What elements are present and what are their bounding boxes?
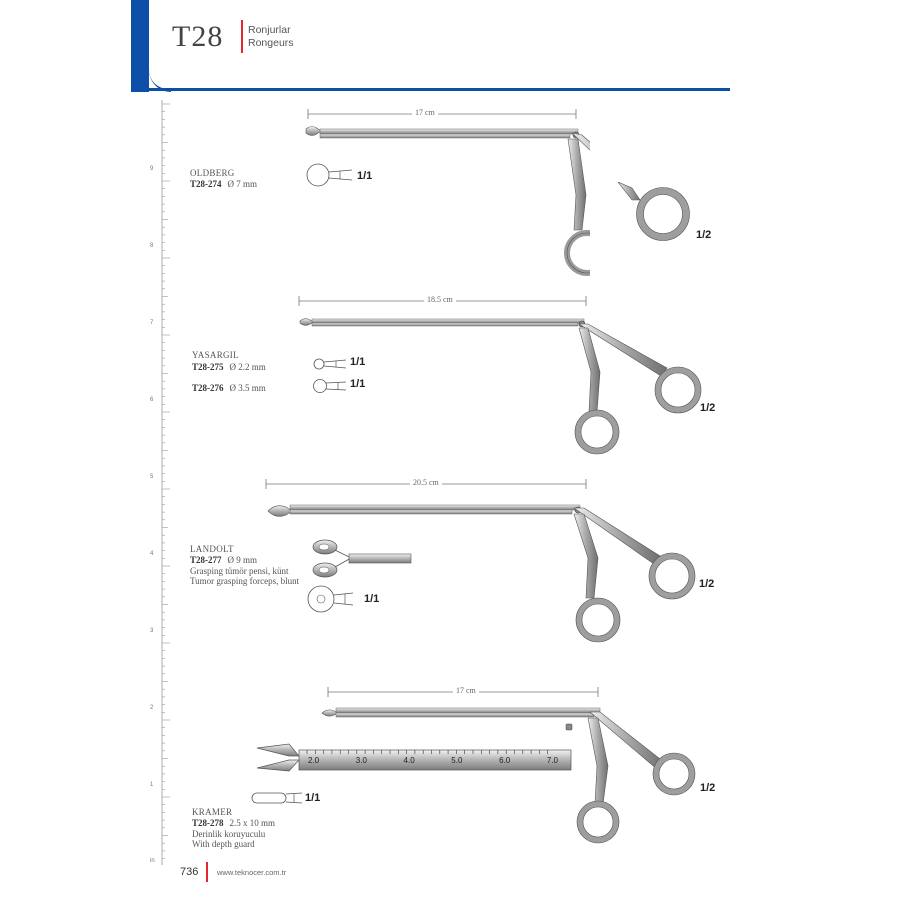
item-size: Ø 7 mm bbox=[227, 179, 258, 189]
description-tr-landolt: Grasping tümör pensi, künt bbox=[190, 566, 289, 576]
product-code-t28-274 bbox=[190, 179, 257, 189]
finger-ring-oldberg bbox=[618, 182, 698, 252]
tip-detail-t28-275 bbox=[310, 354, 355, 374]
tip-detail-kramer bbox=[250, 790, 306, 806]
item-code: T28-275 bbox=[192, 362, 224, 372]
item-code: T28-274 bbox=[190, 179, 222, 189]
description-en-landolt: Tumor grasping forceps, blunt bbox=[190, 576, 300, 586]
item-size: Ø 2.2 mm bbox=[229, 362, 266, 372]
instrument-illustration-oldberg bbox=[300, 105, 590, 285]
item-size: 2.5 x 10 mm bbox=[229, 818, 276, 828]
scale-yasargil: 1/2 bbox=[700, 402, 716, 414]
product-code-t28-277 bbox=[190, 555, 257, 565]
header-separator bbox=[241, 20, 243, 53]
description-tr-kramer: Derinlik koruyuculu bbox=[192, 829, 266, 839]
catalog-section-code: T28 bbox=[172, 20, 224, 53]
footer-separator bbox=[206, 862, 208, 882]
product-code-t28-276 bbox=[192, 383, 266, 393]
ruler-unit: in bbox=[150, 858, 155, 864]
tip-detail-oldberg bbox=[302, 160, 362, 190]
product-code-t28-275 bbox=[192, 362, 266, 372]
description-en-kramer: With depth guard bbox=[192, 839, 255, 849]
section-title-en: Rongeurs bbox=[248, 37, 294, 49]
guard-mark: 6.0 bbox=[499, 756, 511, 765]
jaw-detail-landolt bbox=[305, 536, 415, 580]
item-code: T28-276 bbox=[192, 383, 224, 393]
detail-scale-landolt: 1/1 bbox=[364, 593, 380, 605]
tip-detail-landolt bbox=[305, 583, 360, 615]
length-dimension-landolt: 20.5 cm bbox=[410, 478, 442, 487]
product-name-yasargil: YASARGIL bbox=[192, 350, 239, 360]
detail-scale-kramer: 1/1 bbox=[305, 792, 321, 804]
ruler-label-9: 9 bbox=[150, 166, 154, 172]
ruler-label-4: 4 bbox=[150, 551, 154, 557]
ruler-label-5: 5 bbox=[150, 474, 154, 480]
item-code: T28-277 bbox=[190, 555, 222, 565]
header-rule bbox=[149, 88, 730, 91]
guard-mark: 7.0 bbox=[546, 756, 558, 765]
ruler-label-3: 3 bbox=[150, 628, 154, 634]
product-name-landolt: LANDOLT bbox=[190, 544, 234, 554]
item-code: T28-278 bbox=[192, 818, 224, 828]
product-code-t28-278 bbox=[192, 818, 275, 828]
ruler-label-1: 1 bbox=[150, 782, 154, 788]
scale-oldberg: 1/2 bbox=[696, 229, 712, 241]
length-dimension-oldberg: 17 cm bbox=[412, 108, 438, 117]
section-title-tr: Ronjurlar bbox=[248, 24, 291, 36]
page-number: 736 bbox=[180, 866, 199, 878]
item-size: Ø 9 mm bbox=[227, 555, 258, 565]
ruler-label-8: 8 bbox=[150, 243, 154, 249]
guard-mark: 4.0 bbox=[403, 756, 415, 765]
depth-guard-scale bbox=[308, 756, 558, 768]
ruler-label-6: 6 bbox=[150, 397, 154, 403]
detail-scale-t28-275: 1/1 bbox=[350, 356, 366, 368]
ruler-label-2: 2 bbox=[150, 705, 154, 711]
product-name-kramer: KRAMER bbox=[192, 807, 233, 817]
header-accent-tab bbox=[131, 0, 149, 92]
guard-mark: 2.0 bbox=[308, 756, 320, 765]
length-dimension-yasargil: 18.5 cm bbox=[424, 295, 456, 304]
footer-website: www.teknocer.com.tr bbox=[217, 868, 287, 877]
inch-ruler bbox=[150, 100, 170, 865]
product-name-oldberg: OLDBERG bbox=[190, 168, 235, 178]
scale-landolt: 1/2 bbox=[699, 578, 715, 590]
ruler-label-7: 7 bbox=[150, 320, 154, 326]
tip-detail-t28-276 bbox=[310, 376, 355, 396]
detail-scale-t28-276: 1/1 bbox=[350, 378, 366, 390]
instrument-illustration-yasargil bbox=[295, 292, 715, 462]
detail-scale-oldberg: 1/1 bbox=[357, 170, 373, 182]
guard-mark: 3.0 bbox=[355, 756, 367, 765]
length-dimension-kramer: 17 cm bbox=[453, 686, 479, 695]
scale-kramer: 1/2 bbox=[700, 782, 716, 794]
item-size: Ø 3.5 mm bbox=[229, 383, 266, 393]
guard-mark: 5.0 bbox=[451, 756, 463, 765]
